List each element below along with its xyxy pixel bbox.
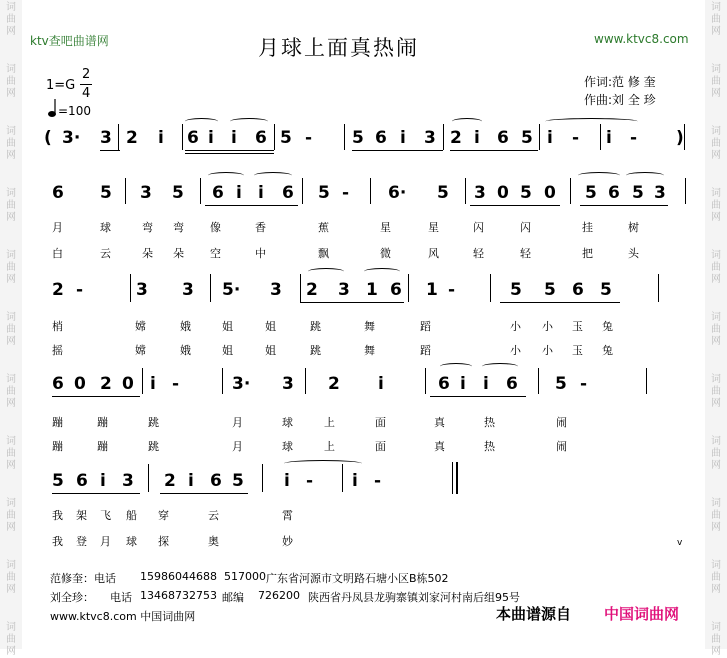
- note-l1: 5: [521, 128, 533, 148]
- footer-row2-name: 刘全珍：: [50, 591, 94, 604]
- beam-underline: [52, 493, 140, 494]
- lyric-verse2: 蹦: [97, 440, 108, 453]
- note-l5: i: [188, 471, 194, 491]
- bar-line: [490, 274, 491, 302]
- watermark-text: 词 曲 网: [711, 374, 721, 409]
- bar-line: [130, 274, 131, 302]
- lyric-verse1: 霄: [282, 509, 293, 522]
- lyric-verse2: 头: [628, 247, 639, 260]
- note-l5: -: [374, 471, 382, 491]
- note-l4: 3: [282, 374, 294, 394]
- footer-row1-phone: 15986044688: [140, 570, 217, 583]
- lyric-verse2: 中: [255, 247, 266, 260]
- footer-row2-tel-label: 电话: [110, 591, 132, 604]
- lyric-verse1: 船: [126, 509, 137, 522]
- watermark-text: 词 曲 网: [6, 436, 16, 471]
- lyric-verse2: 朵: [173, 247, 184, 260]
- lyric-verse2: 嫦: [135, 344, 146, 357]
- lyric-verse1: 梢: [52, 320, 63, 333]
- note-l2: 3: [140, 183, 152, 203]
- watermark-text: 词 曲 网: [6, 622, 16, 657]
- beam-underline: [185, 153, 274, 154]
- note-l1: i: [400, 128, 406, 148]
- note-l1: 5: [280, 128, 292, 148]
- slur-tie: [254, 172, 292, 179]
- lyric-verse2: 轻: [473, 247, 484, 260]
- beam-underline: [52, 396, 140, 397]
- note-l2: i: [236, 183, 242, 203]
- note-l2: 5: [520, 183, 532, 203]
- lyric-verse2: 探: [158, 535, 169, 548]
- note-l3: -: [448, 280, 456, 300]
- lyric-verse1: 蕉: [318, 221, 329, 234]
- note-l2: 6·: [388, 183, 407, 203]
- lyric-verse1: 蹦: [97, 416, 108, 429]
- slur-tie: [482, 363, 518, 370]
- bar-line: [443, 124, 444, 150]
- quarter-note-icon: [46, 98, 58, 122]
- bar-line: [182, 124, 183, 150]
- note-l5: -: [306, 471, 314, 491]
- lyric-verse1: 树: [628, 221, 639, 234]
- note-l3: 3: [136, 280, 148, 300]
- lyric-verse1: 星: [428, 221, 439, 234]
- note-l5: 2: [164, 471, 176, 491]
- time-signature-top: 2: [82, 67, 91, 82]
- footer-site[interactable]: www.ktvc8.com 中国词曲网: [50, 610, 196, 623]
- note-l4: -: [172, 374, 180, 394]
- beam-underline: [100, 150, 120, 151]
- lyric-verse1: 月: [232, 416, 243, 429]
- beam-underline: [470, 205, 560, 206]
- lyric-verse1: 小: [542, 320, 553, 333]
- note-l2: 6: [52, 183, 64, 203]
- bar-line: [539, 124, 540, 150]
- lyric-verse2: 摇: [52, 344, 63, 357]
- note-l5: i: [284, 471, 290, 491]
- note-l1: -: [630, 128, 638, 148]
- note-l2: 3: [654, 183, 666, 203]
- lyric-verse1: 跳: [310, 320, 321, 333]
- note-l5: 6: [210, 471, 222, 491]
- lyric-verse2: 热: [484, 440, 495, 453]
- small-mark: v: [677, 538, 683, 548]
- watermark-text: 词 曲 网: [6, 374, 16, 409]
- watermark-text: 词 曲 网: [6, 250, 16, 285]
- note-l3: 2: [306, 280, 318, 300]
- source-brand[interactable]: 中国词曲网: [604, 605, 680, 623]
- watermark-text: 词 曲 网: [711, 560, 721, 595]
- note-l5: 6: [76, 471, 88, 491]
- bar-line: [300, 274, 301, 302]
- beam-underline: [300, 302, 404, 303]
- lyric-verse1: 月: [52, 221, 63, 234]
- note-l4: i: [378, 374, 384, 394]
- note-l3: -: [76, 280, 84, 300]
- slur-tie: [230, 118, 268, 125]
- lyric-verse2: 微: [380, 247, 391, 260]
- bar-line: [456, 462, 458, 494]
- song-title: 月球上面真热闹: [258, 36, 419, 60]
- note-l1: 6: [375, 128, 387, 148]
- watermark-text: 词 曲 网: [6, 312, 16, 347]
- note-l2: i: [258, 183, 264, 203]
- lyric-verse2: 玉: [572, 344, 583, 357]
- note-l2: 3: [474, 183, 486, 203]
- lyric-verse1: 蹦: [52, 416, 63, 429]
- note-l4: 6: [52, 374, 64, 394]
- note-l3: 6: [390, 280, 402, 300]
- note-l3: 3: [182, 280, 194, 300]
- lyric-verse1: 球: [100, 221, 111, 234]
- beam-underline: [185, 150, 274, 151]
- watermark-text: 词 曲 网: [6, 188, 16, 223]
- lyric-verse1: 姐: [222, 320, 233, 333]
- lyric-verse2: 飘: [318, 247, 329, 260]
- slur-tie: [578, 172, 620, 179]
- site-name-left: ktv查吧曲谱网: [30, 34, 109, 48]
- watermark-text: 词 曲 网: [6, 498, 16, 533]
- bar-line: [600, 124, 601, 150]
- bar-line: [222, 368, 223, 394]
- lyric-verse2: 妙: [282, 535, 293, 548]
- beam-underline: [352, 150, 443, 151]
- bar-line: [342, 464, 343, 492]
- note-l3: 6: [572, 280, 584, 300]
- note-l4: 6: [438, 374, 450, 394]
- note-l2: 6: [282, 183, 294, 203]
- lyric-verse2: 空: [210, 247, 221, 260]
- lyric-verse2: 轻: [520, 247, 531, 260]
- lyric-verse1: 真: [434, 416, 445, 429]
- note-l1: 6: [497, 128, 509, 148]
- note-l4: -: [580, 374, 588, 394]
- lyric-verse2: 上: [324, 440, 335, 453]
- lyric-verse1: 弯: [142, 221, 153, 234]
- footer-row1-name: 范修奎：电话: [50, 572, 116, 585]
- note-l1: 3: [424, 128, 436, 148]
- lyric-verse2: 娥: [180, 344, 191, 357]
- note-l2: 6: [212, 183, 224, 203]
- lyric-verse2: 闹: [556, 440, 567, 453]
- beam-underline: [450, 150, 538, 151]
- lyric-verse1: 兔: [602, 320, 613, 333]
- note-l4: 2: [100, 374, 112, 394]
- lyric-verse2: 面: [375, 440, 386, 453]
- note-l2: 5: [585, 183, 597, 203]
- footer-row1-address: 广东省河源市文明路石塘小区B栋502: [266, 572, 449, 585]
- lyric-verse1: 飞: [100, 509, 111, 522]
- lyric-verse2: 真: [434, 440, 445, 453]
- composer-credit: 作曲:刘 全 珍: [584, 93, 656, 107]
- note-l1: (: [44, 128, 52, 148]
- lyric-verse1: 小: [510, 320, 521, 333]
- lyric-verse1: 球: [282, 416, 293, 429]
- bar-line: [408, 274, 409, 302]
- note-l3: 3: [270, 280, 282, 300]
- site-url-right: www.ktvc8.com: [594, 32, 689, 46]
- note-l4: i: [460, 374, 466, 394]
- lyric-verse2: 小: [542, 344, 553, 357]
- lyric-verse2: 姐: [265, 344, 276, 357]
- note-l3: 2: [52, 280, 64, 300]
- lyric-verse1: 舞: [364, 320, 375, 333]
- bar-line: [658, 274, 659, 302]
- note-l4: 5: [555, 374, 567, 394]
- note-l1: i: [474, 128, 480, 148]
- note-l2: 5: [172, 183, 184, 203]
- note-l5: i: [352, 471, 358, 491]
- bar-line: [262, 464, 263, 492]
- beam-underline: [205, 205, 298, 206]
- lyric-verse1: 闪: [473, 221, 484, 234]
- lyric-verse2: 风: [428, 247, 439, 260]
- note-l4: 2: [328, 374, 340, 394]
- note-l1: -: [305, 128, 313, 148]
- bar-line: [538, 368, 539, 394]
- bar-line: [646, 368, 647, 394]
- lyric-verse2: 球: [126, 535, 137, 548]
- lyric-verse2: 蹈: [420, 344, 431, 357]
- lyric-verse1: 云: [208, 509, 219, 522]
- note-l1: 6: [187, 128, 199, 148]
- lyric-verse1: 星: [380, 221, 391, 234]
- lyric-verse1: 我: [52, 509, 63, 522]
- bar-line: [118, 124, 119, 150]
- watermark-text: 词 曲 网: [6, 560, 16, 595]
- slur-tie: [545, 118, 638, 125]
- note-l1: 2: [126, 128, 138, 148]
- bar-line: [570, 178, 571, 204]
- lyric-verse2: 蹦: [52, 440, 63, 453]
- note-l4: 3·: [232, 374, 251, 394]
- note-l4: 6: [506, 374, 518, 394]
- slur-tie: [440, 363, 472, 370]
- note-l1: 3: [100, 128, 112, 148]
- note-l1: ): [676, 128, 684, 148]
- time-signature-line: [80, 84, 92, 85]
- lyric-verse1: 闹: [556, 416, 567, 429]
- lyric-verse1: 上: [324, 416, 335, 429]
- bar-line: [452, 462, 453, 494]
- lyric-verse2: 月: [100, 535, 111, 548]
- bar-line: [142, 368, 143, 394]
- watermark-text: 词 曲 网: [711, 2, 721, 37]
- lyric-verse1: 玉: [572, 320, 583, 333]
- note-l1: i: [231, 128, 237, 148]
- bar-line: [465, 178, 466, 204]
- note-l1: i: [208, 128, 214, 148]
- note-l1: i: [547, 128, 553, 148]
- beam-underline: [430, 396, 526, 397]
- bar-line: [274, 124, 275, 150]
- lyric-verse1: 面: [375, 416, 386, 429]
- lyric-verse1: 娥: [180, 320, 191, 333]
- note-l1: 3·: [62, 128, 81, 148]
- lyric-verse1: 嫦: [135, 320, 146, 333]
- lyric-verse1: 挂: [582, 221, 593, 234]
- lyric-verse1: 穿: [158, 509, 169, 522]
- slur-tie: [208, 172, 244, 179]
- watermark-text: 词 曲 网: [6, 126, 16, 161]
- key-signature: 1=G: [46, 78, 76, 93]
- note-l4: i: [483, 374, 489, 394]
- lyric-verse1: 热: [484, 416, 495, 429]
- watermark-text: 词 曲 网: [711, 188, 721, 223]
- watermark-text: 词 曲 网: [711, 498, 721, 533]
- lyric-verse1: 蹈: [420, 320, 431, 333]
- slur-tie: [284, 460, 362, 467]
- lyric-verse2: 白: [52, 247, 63, 260]
- slur-tie: [185, 118, 218, 125]
- note-l1: 2: [450, 128, 462, 148]
- watermark-text: 词 曲 网: [6, 2, 16, 37]
- lyric-verse2: 奥: [208, 535, 219, 548]
- footer-row2-address: 陕西省丹凤县龙驹寨镇刘家河村南后组95号: [308, 591, 520, 604]
- bar-line: [200, 178, 201, 204]
- watermark-text: 词 曲 网: [711, 436, 721, 471]
- note-l4: 0: [122, 374, 134, 394]
- note-l1: i: [158, 128, 164, 148]
- lyric-verse2: 球: [282, 440, 293, 453]
- note-l3: 5: [600, 280, 612, 300]
- bar-line: [210, 274, 211, 302]
- lyric-verse2: 云: [100, 247, 111, 260]
- note-l4: 0: [74, 374, 86, 394]
- source-label: 本曲谱源自: [496, 605, 572, 623]
- note-l4: i: [150, 374, 156, 394]
- lyric-verse2: 兔: [602, 344, 613, 357]
- note-l1: i: [606, 128, 612, 148]
- slur-tie: [364, 268, 400, 275]
- lyric-verse2: 姐: [222, 344, 233, 357]
- note-l5: 5: [52, 471, 64, 491]
- bar-line: [344, 124, 345, 150]
- bar-line: [425, 368, 426, 394]
- slur-tie: [626, 172, 664, 179]
- tempo-marking: =100: [58, 104, 91, 118]
- lyric-verse1: 弯: [173, 221, 184, 234]
- watermark-text: 词 曲 网: [711, 64, 721, 99]
- lyric-verse2: 登: [76, 535, 87, 548]
- bar-line: [302, 178, 303, 204]
- lyric-verse2: 舞: [364, 344, 375, 357]
- note-l1: -: [572, 128, 580, 148]
- bar-line: [684, 124, 685, 150]
- note-l5: 3: [122, 471, 134, 491]
- note-l5: i: [100, 471, 106, 491]
- note-l2: 5: [632, 183, 644, 203]
- note-l2: 5: [318, 183, 330, 203]
- watermark-text: 词 曲 网: [711, 126, 721, 161]
- beam-underline: [160, 493, 248, 494]
- lyric-verse1: 姐: [265, 320, 276, 333]
- note-l2: 5: [100, 183, 112, 203]
- lyric-verse2: 朵: [142, 247, 153, 260]
- lyric-verse2: 跳: [310, 344, 321, 357]
- footer-row2-phone: 13468732753: [140, 589, 217, 602]
- watermark-text: 词 曲 网: [711, 622, 721, 657]
- lyric-verse2: 把: [582, 247, 593, 260]
- lyric-verse2: 小: [510, 344, 521, 357]
- beam-underline: [500, 302, 620, 303]
- lyricist-credit: 作词:范 修 奎: [584, 75, 656, 89]
- bar-line: [370, 178, 371, 204]
- note-l3: 5: [544, 280, 556, 300]
- beam-underline: [580, 205, 668, 206]
- lyric-verse1: 闪: [520, 221, 531, 234]
- bar-line: [125, 178, 126, 204]
- bar-line: [305, 368, 306, 394]
- watermark-text: 词 曲 网: [711, 312, 721, 347]
- note-l5: 5: [232, 471, 244, 491]
- note-l2: 0: [544, 183, 556, 203]
- footer-row2-post-label: 邮编: [222, 591, 244, 604]
- note-l2: 0: [497, 183, 509, 203]
- watermark-text: 词 曲 网: [6, 64, 16, 99]
- slur-tie: [308, 268, 344, 275]
- note-l2: -: [342, 183, 350, 203]
- note-l3: 5: [510, 280, 522, 300]
- lyric-verse1: 香: [255, 221, 266, 234]
- lyric-verse2: 跳: [148, 440, 159, 453]
- lyric-verse2: 月: [232, 440, 243, 453]
- note-l1: 6: [255, 128, 267, 148]
- watermark-text: 词 曲 网: [711, 250, 721, 285]
- bar-line: [148, 464, 149, 492]
- slur-tie: [452, 118, 482, 125]
- time-signature-bottom: 4: [82, 86, 91, 101]
- note-l2: 6: [608, 183, 620, 203]
- lyric-verse1: 跳: [148, 416, 159, 429]
- lyric-verse1: 像: [210, 221, 221, 234]
- bar-line: [685, 178, 686, 204]
- footer-row1-post: 517000: [224, 570, 266, 583]
- note-l3: 3: [338, 280, 350, 300]
- footer-row2-post: 726200: [258, 589, 300, 602]
- note-l3: 1: [426, 280, 438, 300]
- note-l3: 1: [366, 280, 378, 300]
- note-l2: 5: [437, 183, 449, 203]
- note-l3: 5·: [222, 280, 241, 300]
- note-l1: 5: [352, 128, 364, 148]
- lyric-verse1: 架: [76, 509, 87, 522]
- lyric-verse2: 我: [52, 535, 63, 548]
